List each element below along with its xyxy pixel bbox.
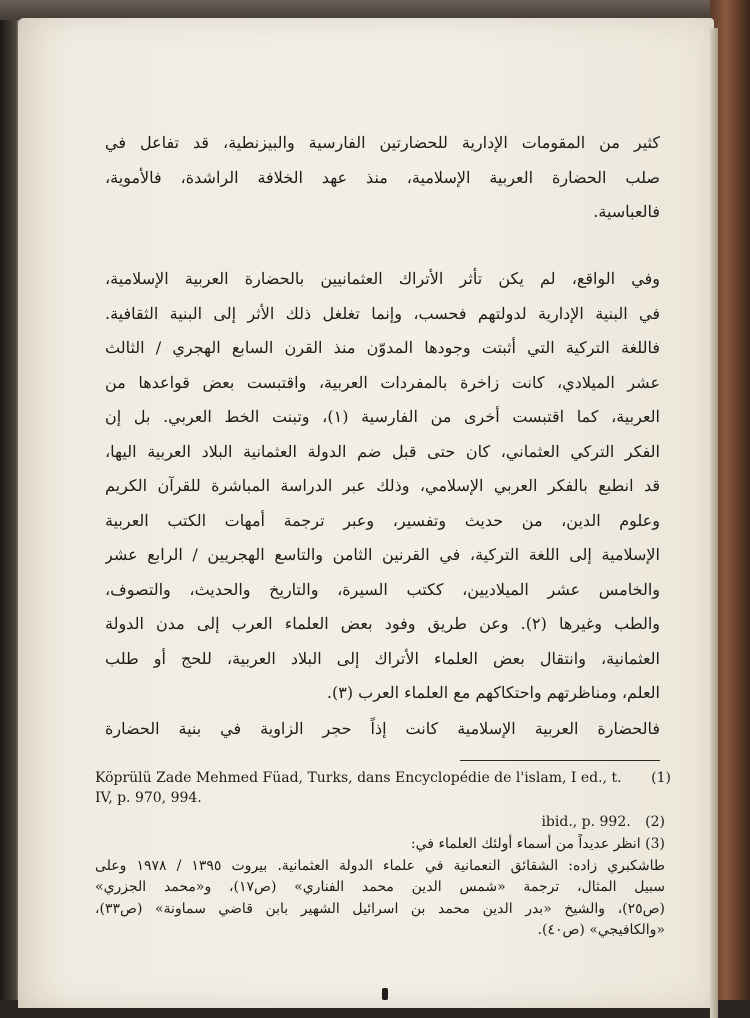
- footnote-3-line: (ص٢٥)، والشيخ «بدر الدين محمد بن اسرائيل الشهير بابن قاضي سماونة» (ص٣٣)،: [95, 900, 665, 917]
- footnote-3-line: طاشكبري زاده: الشقائق النعمانية في علماء الدولة العثمانية. بيروت ١٣٩٥ / ١٩٧٨ وعلى: [95, 857, 665, 874]
- paragraph-2: [105, 262, 660, 711]
- paragraph-2-line: وعلوم الدين، من حديث وتفسير، وعبر ترجمة أمهات الكتب العربية: [105, 510, 660, 530]
- footnote-3-line: انظر عديداً من أسماء أولئك العلماء في:: [410, 836, 641, 852]
- page-edge: [710, 28, 718, 1018]
- footnote-3-first-line: [95, 834, 665, 856]
- footnote-3-line: «والكافيجي» (ص٤٠).: [537, 922, 665, 938]
- footnote-3-number: (3): [645, 836, 665, 852]
- footnote-2-number: (2): [645, 814, 665, 830]
- paragraph-2-line: قد انطبع بالفكر العربي الإسلامي، وذلك عبر الدراسة المباشرة للقرآن الكريم: [105, 476, 660, 495]
- footnote-2: [95, 812, 665, 832]
- paragraph-2-line: والطب وغيرها (٢). وعن طريق وفود بعض العلماء العرب إلى مدن الدولة: [105, 614, 660, 633]
- paragraph-3-line: فالحضارة العربية الإسلامية كانت إذاً حجر الزاوية في بنية الحضارة: [105, 719, 660, 738]
- paragraph-2-line: العربية، كما اقتبست أخرى من الفارسية (١)، وتبنت الخط العربي. بل إن: [105, 407, 660, 426]
- paragraph-2-line: العثمانية، وانتقال بعض العلماء الأتراك إلى البلاد العربية، للحج أو طلب: [105, 648, 660, 668]
- paragraph-2-line: عشر الميلادي، كانت زاخرة بالمفردات العربية، واقتبست بعض قواعدها من: [105, 372, 660, 392]
- footnote-2-text: ibid., p. 992.: [541, 814, 631, 830]
- paragraph-2-line: الإسلامية إلى اللغة التركية، في القرنين الثامن والتاسع الهجريين / الرابع عشر: [105, 545, 660, 564]
- paragraph-1-line: صلب الحضارة العربية الإسلامية، منذ عهد الخلافة الراشدة، فالأموية،: [105, 167, 660, 187]
- footnote-1-text: Köprülü Zade Mehmed Füad, Turks, dans Encyclopédie de l'islam, I ed., t. IV, p. 970, 994.: [95, 770, 622, 806]
- paragraph-2-line: وفي الواقع، لم يكن تأثر الأتراك العثمانيين بالحضارة العربية الإسلامية،: [105, 269, 660, 288]
- paragraph-2-line: الفكر التركي العثماني، كان حتى قبل ضم الدولة العثمانية البلاد العربية اليها،: [105, 441, 660, 461]
- footnote-3: [95, 834, 665, 942]
- footnote-separator: [460, 760, 660, 761]
- paragraph-1-line: كثير من المقومات الإدارية للحضارتين الفارسية والبيزنطية، قد تفاعل في: [105, 133, 660, 152]
- paragraph-2-line: فاللغة التركية التي أثبتت وجودها المدوّن منذ القرن السابع الهجري / الثالث: [105, 338, 660, 357]
- paragraph-2-line: في البنية الإدارية لدولتهم فحسب، وإنما تغلغل ذلك الأثر إلى البنية الثقافية.: [105, 303, 660, 323]
- paragraph-3: [105, 712, 660, 747]
- footnote-1: [95, 768, 671, 808]
- page-number-mark: [382, 988, 388, 1000]
- paragraph-1-line: فالعباسية.: [593, 202, 660, 221]
- footnote-1-number: (1): [651, 770, 671, 786]
- footnote-3-line: سبيل المثال، ترجمة «شمس الدين محمد الفناري» (ص١٧)، و«محمد الجزري»: [95, 879, 665, 895]
- paragraph-1: [105, 126, 660, 230]
- paragraph-2-line: والخامس عشر الميلاديين، ككتب السيرة، والتاريخ والحديث، والتصوف،: [105, 579, 660, 599]
- paragraph-2-line: العلم، ومناظرتهم واحتكاكهم مع العلماء العرب (٣).: [326, 683, 660, 702]
